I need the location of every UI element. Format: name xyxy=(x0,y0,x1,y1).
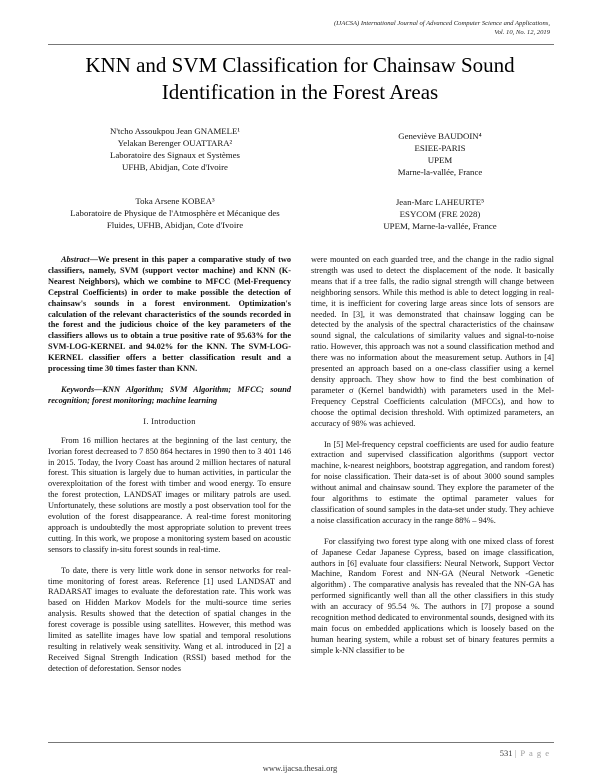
author-affiliation: ESYCOM (FRE 2028) xyxy=(399,209,481,219)
author-affiliation: Marne-la-vallée, France xyxy=(397,167,483,177)
author-name-4: Geneviève BAUDOIN⁴ xyxy=(398,131,482,141)
page-number xyxy=(500,748,550,758)
abstract-label: Abstract xyxy=(61,255,90,264)
author-block-4 xyxy=(330,196,550,232)
paragraph: In [5] Mel-frequency cepstral coefficients are used for audio feature extraction and supervised classification algorithms (support vector machine, k-nearest neighbors, bootstrap aggregation, and random forest) for noise classification. Their data-set is of about 3000 sound samples without animal and chainsaw sound. They explore the parameter of the four algorithms to estimate the optimal parameter values for classification of sound samples in the data-set under study. They achieve a noise classification accuracy in the range 88% – 94%. xyxy=(311,439,554,525)
author-block-1 xyxy=(60,125,290,173)
author-block-2 xyxy=(40,195,310,231)
author-affiliation: Laboratoire des Signaux et Systèmes xyxy=(110,150,240,160)
author-affiliation: UPEM xyxy=(427,155,453,165)
footer-url[interactable]: www.ijacsa.thesai.org xyxy=(262,763,338,773)
footer-rule xyxy=(48,742,554,743)
header-rule xyxy=(48,44,554,45)
paragraph: were mounted on each guarded tree, and the change in the radio signal strength was used to detect the displacement of the node. It basically means that if a tree falls, the radio signal strength will change between neighboring sensors. While this method is able to detect logging in real-time, it is inefficient for covering large areas since lots of sensors are needed. In [3], it was demonstrated that chainsaw logging can be detected by the analysis of the spectral characteristics of the chainsaw sound signal, the calculations of similarity values and signal-to-noise ratio. However, this approach was not a sound classification method and there was no information about the measurement setup. Authors in [4] presented an approach based on a one-class classifier using a kernel density approach. They show how to find the best combination of parameter σ (Kernel bandwidth) with parameters used in the Mel-Frequency Cepstral Coefficients calculation (MFCCs), and how to choose the optimal decision threshold. With optimized parameters, an accuracy of 98% was achieved. xyxy=(311,255,554,428)
author-name-5: Jean-Marc LAHEURTE⁵ xyxy=(395,197,485,207)
keywords: Keywords—KNN Algorithm; SVM Algorithm; MFCC; sound recognition; forest monitoring; machine learning xyxy=(48,384,291,405)
paragraph: To date, there is very little work done in sensor networks for real-time monitoring of forest areas. Reference [1] used LANDSAT and RADARSAT images to evaluate the deforestation rate. This work was based on Hidden Markov Models for the multi-source time series analysis. Results showed that the detection of spatial changes in the forest coverage is possible using satellites. However, this method was limited as satellite images have low spatial and temporal resolutions resulting in relatively weak sensitivity. Wang et al. introduced in [2] a Received Signal Strength Indication (RSSI) based method for the detection of deforestation. Sensor nodes xyxy=(48,565,291,673)
paper-title xyxy=(30,52,570,106)
page-label: | P a g e xyxy=(514,748,550,758)
author-name-1: N'tcho Assoukpou Jean GNAMELE¹ xyxy=(109,126,241,136)
paragraph: For classifying two forest type along with one mixed class of forest of Japanese Cedar Japanese Cypress, based on image classification, authors in [6] evaluate four classifiers: Neural Network, Support Vector Machine, Random Forest and NN-GA (Neural Network -Genetic algorithm) . The comparative analysis has revealed that the NN-GA has performed significantly well than all the other classifiers in this study with an accuracy of 95.54 %. The authors in [7] propose a sound recognition method dedicated to environmental sounds, designed with its main focus on embedded applications which is loosely based on the human hearing system, while a robust set of binary features permits a simple k-NN classifier to be xyxy=(311,536,554,655)
abstract-text: —We present in this paper a comparative study of two classifiers, namely, SVM (support vector machine) and KNN (K-Nearest Neighbors), which we combine to MFCC (Mel-Frequency Cepstral Coefficients) in order to make possible the detection of chainsaw's sounds in a forest environment. Optimization's calculation of the relevant characteristics of the sounds recorded in the forest and the judicious choice of the key parameters of the classifiers allows us to obtain a true positive rate of 95.63% for the SVM-LOG-KERNEL and 94.02% for the KNN. The SVM-LOG-KERNEL classifier offers a better classification result and a processing time 30 times faster than KNN. xyxy=(48,255,291,374)
journal-volume: Vol. 10, No. 12, 2019 xyxy=(494,29,550,36)
right-column xyxy=(311,255,554,667)
author-affiliation: Fluides, UFHB, Abidjan, Cote d'Ivoire xyxy=(106,220,244,230)
author-name-3: Toka Arsene KOBEA³ xyxy=(135,196,215,206)
title-line-2: Identification in the Forest Areas xyxy=(161,80,439,104)
author-block-3 xyxy=(330,130,550,178)
author-affiliation: UPEM, Marne-la-vallée, France xyxy=(383,221,497,231)
journal-header xyxy=(170,19,550,37)
journal-name: (IJACSA) International Journal of Advanced Computer Science and Applications, xyxy=(333,20,550,27)
author-name-2: Yelakan Berenger OUATTARA² xyxy=(117,138,233,148)
paragraph: From 16 million hectares at the beginning of the last century, the Ivorian forest decreased to 7 850 864 hectares in 1990 then to 3 401 146 in 2015. Today, the Ivory Coast has around 2 million hectares of natural forest. This situation is largely due to human activities, in particular the overexploitation of the forest with timber and wood energy. To ensure the forest protection, LANDSAT images or military patrols are used. Unfortunately, these solutions are mostly a post observation tool for the evolution of the forest disappearance. A real-time forest monitoring approach is undoubtedly the most appropriate solution to prevent trees cutting. In this work, we propose a monitoring system based on acoustic sensors to classify in-situ forest sounds in real-time. xyxy=(48,435,291,554)
author-affiliation: ESIEE-PARIS xyxy=(414,143,466,153)
title-line-1: KNN and SVM Classification for Chainsaw Sound xyxy=(85,53,515,77)
abstract xyxy=(48,255,291,375)
author-affiliation: Laboratoire de Physique de l'Atmosphère et Mécanique des xyxy=(70,208,280,218)
left-column xyxy=(48,255,291,685)
page-number-value: 531 xyxy=(499,748,513,758)
author-affiliation: UFHB, Abidjan, Cote d'Ivoire xyxy=(122,162,228,172)
section-heading: I. Introduction xyxy=(143,416,196,426)
